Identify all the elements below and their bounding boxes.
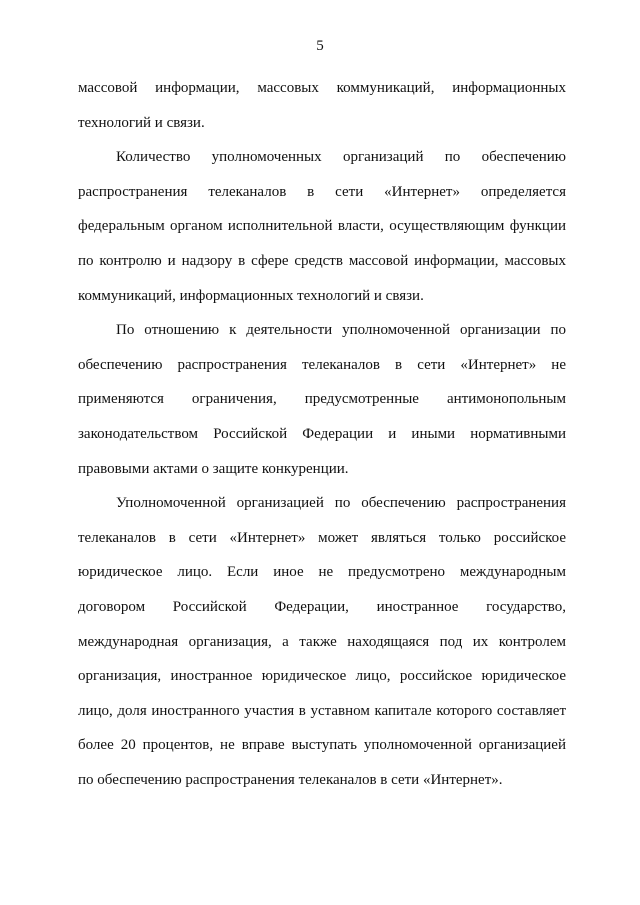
text-line: обеспечению распространения телеканалов в сети «Интернет» не [78, 356, 566, 373]
text-line: Количество уполномоченных организаций по обеспечению [116, 149, 566, 166]
text-line: организация, иностранное юридическое лицо, российское юридическое [78, 668, 566, 685]
text-line: применяются ограничения, предусмотренные антимонопольным [78, 391, 566, 408]
text-line: по обеспечению распространения телеканалов в сети «Интернет». [78, 771, 503, 788]
paragraph-3 [78, 313, 566, 486]
text-line: по контролю и надзору в сфере средств массовой информации, массовых [78, 252, 566, 269]
paragraph-2 [78, 140, 566, 313]
text-line: Уполномоченной организацией по обеспечению распространения [116, 495, 566, 512]
text-line: лицо, доля иностранного участия в уставном капитале которого составляет [78, 702, 566, 719]
text-line: массовой информации, массовых коммуникаций, информационных [78, 80, 566, 96]
text-line: правовыми актами о защите конкуренции. [78, 460, 349, 477]
paragraph-1 [78, 71, 566, 140]
text-line: более 20 процентов, не вправе выступать уполномоченной организацией [78, 737, 566, 754]
text-line: законодательством Российской Федерации и иными нормативными [78, 425, 566, 442]
text-line: договором Российской Федерации, иностранное государство, [78, 598, 566, 615]
text-line: телеканалов в сети «Интернет» может являться только российское [78, 529, 566, 546]
text-line: федеральным органом исполнительной власти, осуществляющим функции [78, 218, 566, 235]
text-line: распространения телеканалов в сети «Интернет» определяется [78, 183, 566, 200]
document-body [78, 71, 566, 797]
paragraph-4 [78, 486, 566, 797]
text-line: По отношению к деятельности уполномоченной организации по [116, 322, 566, 339]
page-number: 5 [316, 38, 324, 54]
text-line: коммуникаций, информационных технологий и связи. [78, 287, 424, 304]
text-line: технологий и связи. [78, 114, 205, 131]
text-line: международная организация, а также находящаяся под их контролем [78, 633, 566, 650]
text-line: юридическое лицо. Если иное не предусмотрено международным [78, 564, 566, 581]
